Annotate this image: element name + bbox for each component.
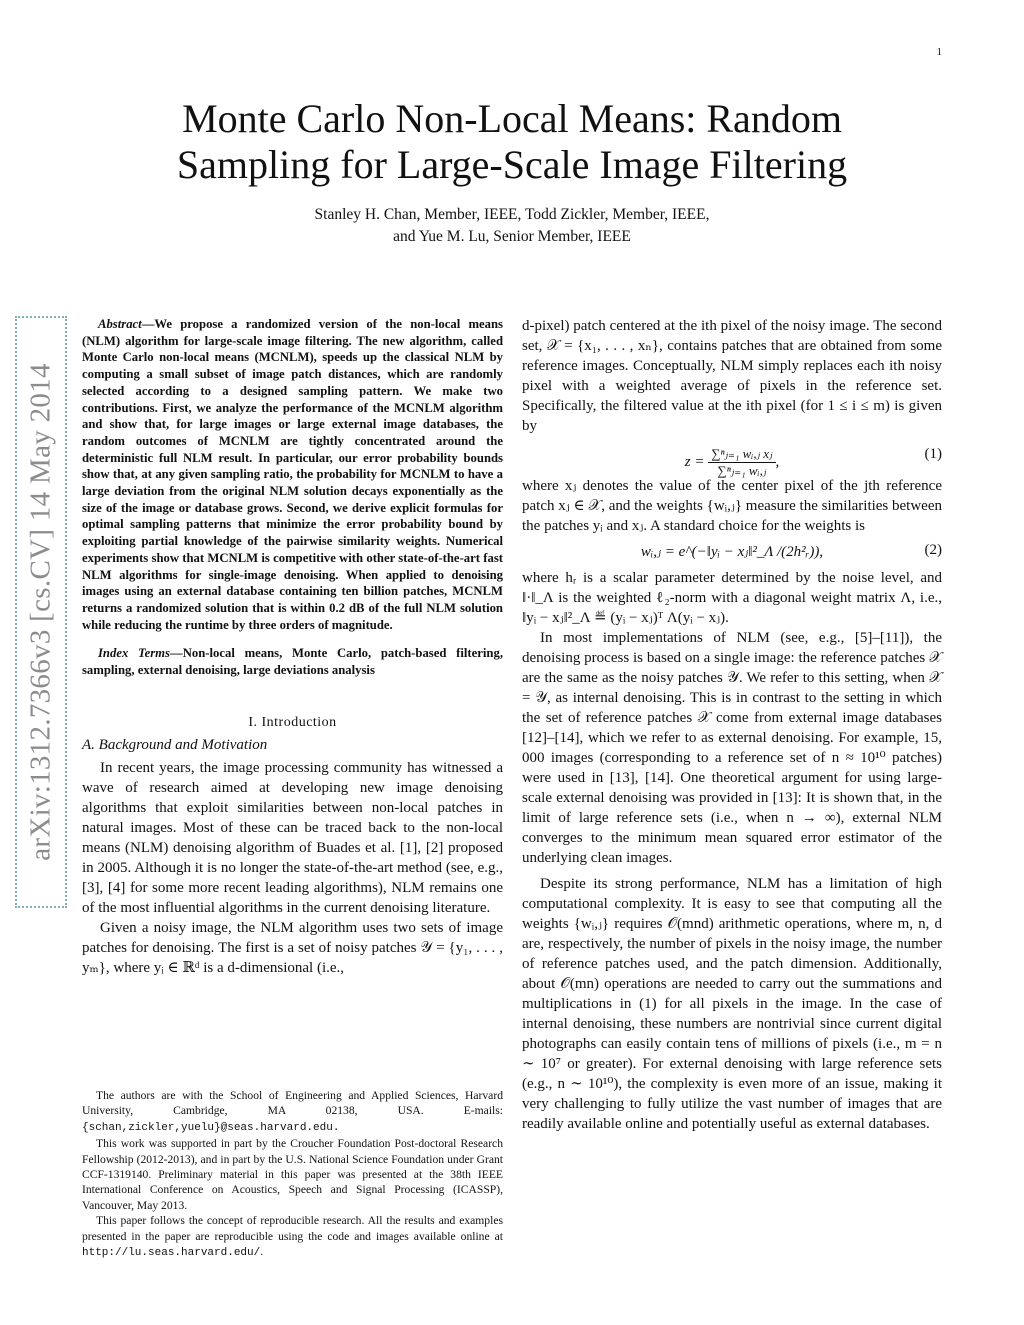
equation-1-tail: , xyxy=(775,453,780,470)
index-terms-text: —Non-local means, Monte Carlo, patch-based filtering, sampling, external denoising, large deviations analysis xyxy=(82,646,503,678)
left-column xyxy=(82,316,503,978)
abstract-text: —We propose a randomized version of the non-local means (NLM) algorithm for large-scale image filtering. The new algorithm, called Monte Carlo non-local means (MCNLM), speeds up the classical NLM by computing a small subset of image patch distances, which are randomly selected according to a designed sampling pattern. We make two contributions. First, we analyze the performance of the MCNLM algorithm and show that, for large images or large external image databases, the random outcomes of MCNLM are tightly concentrated around the deterministic full NLM result. In particular, our error probability bounds show that, at any given sampling ratio, the probability for MCNLM to have a large deviation from the original NLM solution decays exponentially as the size of the image or database grows. Second, we derive explicit formulas for optimal sampling patterns that minimize the error probability bound by exploiting partial knowledge of the pairwise similarity weights. Numerical experiments show that MCNLM is competitive with other state-of-the-art fast NLM algorithms for single-image denoising. When applied to denoising images using an external database containing ten billion patches, MCNLM returns a randomized solution that is within 0.2 dB of the full NLM solution while reducing the runtime by three orders of magnitude. xyxy=(82,317,503,632)
abstract-label: Abstract xyxy=(98,317,142,331)
footnote-emails: {schan,zickler,yuelu}@seas.harvard.edu. xyxy=(82,1121,340,1134)
author-list xyxy=(0,204,1024,248)
arxiv-identifier: arXiv:1312.7366v3 [cs.CV] 14 May 2014 xyxy=(24,363,57,861)
subsection-heading: A. Background and Motivation xyxy=(82,736,268,753)
right-paragraph-5: Despite its strong performance, NLM has a limitation of high computational complexity. It is easy to see that computing all the weights {wᵢ,ⱼ} requires 𝒪(mnd) arithmetic operations, where m, n, d are, respectively, the number of pixels in the noisy image, the number of reference patches used, and the patch dimension. Additionally, about 𝒪(mn) operations are needed to carry out the summations and multiplications in (1) for all pixels in the image. In the case of internal denoising, these numbers are nontrivial since current digital photographs can easily contain tens of millions of pixels (i.e., m = n ∼ 10⁷ or greater). For external denoising with large reference sets (e.g., n ∼ 10¹⁰), the complexity is even more of an issue, making it very challenging to fully utilize the vast number of images that are readily available online and potentially useful as external databases. xyxy=(522,876,942,1132)
footnote-reproducible: This paper follows the concept of reproducible research. All the results and examples presented in the paper are reproducible using the code and images available online at http://lu.seas.harvard.edu/. xyxy=(82,1214,503,1260)
arxiv-stamp xyxy=(15,316,67,908)
footnote-url: http://lu.seas.harvard.edu/ xyxy=(82,1247,261,1260)
footnote-reproducible-text: This paper follows the concept of reproducible research. All the results and examples presented in the paper are reproducible using the code and images available online at xyxy=(82,1214,503,1243)
equation-1-fraction xyxy=(708,446,775,479)
paper-title xyxy=(0,96,1024,188)
right-paragraph-3: where hᵣ is a scalar parameter determined by the noise level, and ‖·‖_Λ is the weighted ℓ₂-norm with a diagonal weight matrix Λ, i.e., ‖yᵢ − xⱼ‖²_Λ ≝ (yᵢ − xⱼ)ᵀ Λ(yᵢ − xⱼ). xyxy=(522,570,942,626)
equation-1-numerator: ∑ⁿⱼ₌₁ wᵢ,ⱼ xⱼ xyxy=(708,446,775,463)
equation-2 xyxy=(522,536,942,568)
equation-1 xyxy=(522,436,942,476)
footnote-funding: This work was supported in part by the Croucher Foundation Post-doctoral Research Fellowship (2012-2013), and in part by the U.S. National Science Foundation under Grant CCF-1319140. Preliminary material in this paper was presented at the 38th IEEE International Conference on Acoustics, Speech and Signal Processing (ICASSP), Vancouver, May 2013. xyxy=(82,1137,503,1212)
paper-header xyxy=(0,96,1024,248)
title-line-1: Monte Carlo Non-Local Means: Random xyxy=(182,96,842,141)
page-number: 1 xyxy=(936,46,942,58)
footnote-affiliation xyxy=(82,1088,503,1136)
section-heading: I. Introduction xyxy=(248,714,337,730)
equation-1-lhs: z = xyxy=(684,453,705,470)
equation-1-denominator: ∑ⁿⱼ₌₁ wᵢ,ⱼ xyxy=(717,463,767,478)
footnotes xyxy=(82,1088,503,1261)
index-terms xyxy=(82,645,503,678)
equation-1-number: (1) xyxy=(924,446,942,462)
right-paragraph-4: In most implementations of NLM (see, e.g., [5]–[11]), the denoising process is based on a single image: the reference patches 𝒳 are the same as the noisy patches 𝒴. We refer to this setting, when 𝒳 = 𝒴, as internal denoising. This is in contrast to the setting in which the set of reference patches 𝒳 come from external image databases [12]–[14], which we refer to as external denoising. For example, 15, 000 images (corresponding to a reference set of n ≈ 10¹⁰ patches) were used in [13], [14]. One theoretical argument for using large-scale external denoising was provided in [13]: It is shown that, in the limit of large reference sets (i.e., when n → ∞), external NLM converges to the minimum mean squared error estimator of the underlying clean images. xyxy=(522,630,942,866)
title-line-2: Sampling for Large-Scale Image Filtering xyxy=(176,142,848,187)
equation-2-expression: wᵢ,ⱼ = e^(−‖yᵢ − xⱼ‖²_Λ /(2h²ᵣ)), xyxy=(640,544,824,560)
equation-2-number: (2) xyxy=(924,542,942,558)
right-paragraph-1: d-pixel) patch centered at the ith pixel of the noisy image. The second set, 𝒳 = {x₁, . . . , xₙ}, contains patches that are obtained from some reference images. Conceptually, NLM simply replaces each ith noisy pixel with a weighted average of pixels in the reference set. Specifically, the filtered value at the ith pixel (for 1 ≤ i ≤ m) is given by xyxy=(522,318,942,434)
authors-line-1: Stanley H. Chan, Member, IEEE, Todd Zickler, Member, IEEE, xyxy=(314,206,710,223)
index-terms-label: Index Terms xyxy=(98,646,170,661)
abstract xyxy=(82,316,503,633)
footnote-affiliation-text: The authors are with the School of Engineering and Applied Sciences, Harvard University, Cambridge, MA 02138, USA. E-mails: xyxy=(82,1089,503,1118)
right-paragraph-2: where xⱼ denotes the value of the center pixel of the jth reference patch xⱼ ∈ 𝒳, and the weights {wᵢ,ⱼ} measure the similarities between the patches yᵢ and xⱼ. A standard choice for the weights is xyxy=(522,478,942,534)
intro-paragraph-2: Given a noisy image, the NLM algorithm uses two sets of image patches for denoising. The first is a set of noisy patches 𝒴 = {y₁, . . . , yₘ}, where yᵢ ∈ ℝᵈ is a d-dimensional (i.e., xyxy=(82,919,503,976)
right-column xyxy=(522,316,942,1134)
intro-paragraph-1: In recent years, the image processing community has witnessed a wave of research aimed at developing new image denoising algorithms that exploit similarities between non-local patches in natural images. Most of these can be traced back to the non-local means (NLM) denoising algorithm of Buades et al. [1], [2] proposed in 2005. Although it is no longer the state-of-the-art method (see, e.g., [3], [4] for some more recent leading algorithms), NLM remains one of the most influential algorithms in the current denoising literature. xyxy=(82,759,503,916)
authors-line-2: and Yue M. Lu, Senior Member, IEEE xyxy=(393,228,631,245)
